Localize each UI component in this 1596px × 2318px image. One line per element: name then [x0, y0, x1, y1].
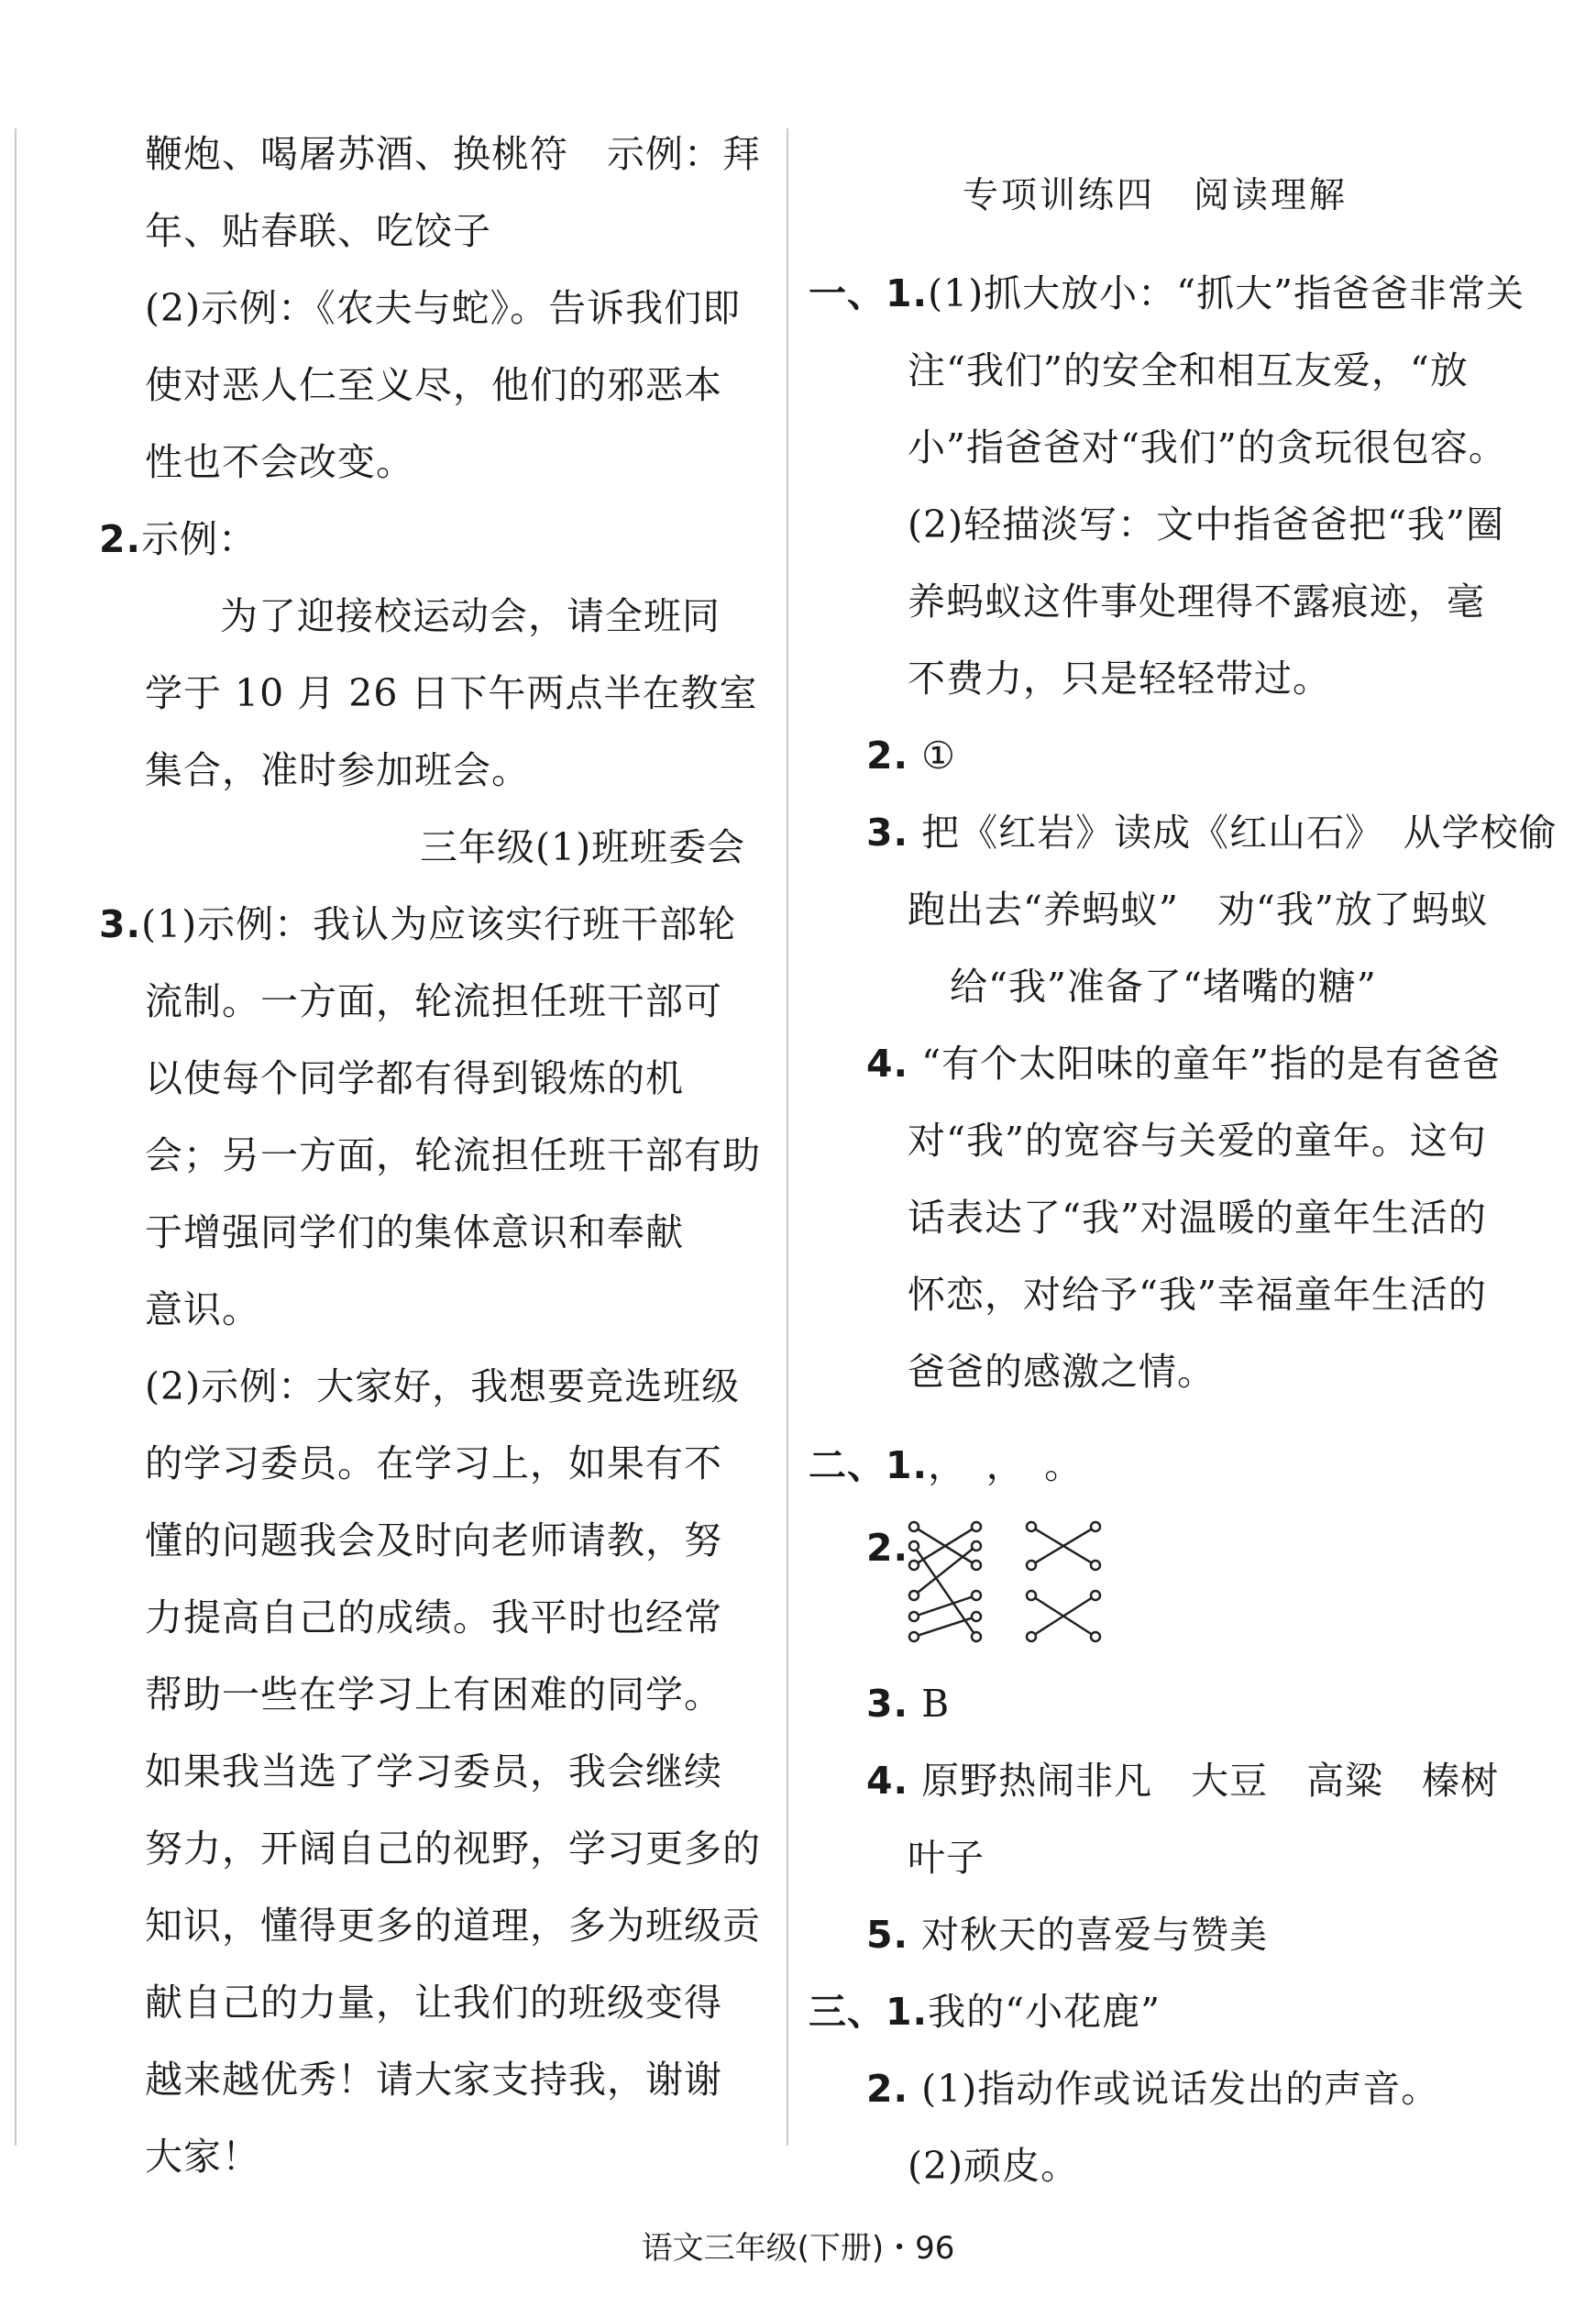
question-number: 5.: [866, 1913, 909, 1957]
question-number: 4.: [866, 1042, 909, 1086]
question-number: 4.: [866, 1759, 909, 1803]
right-q2: [866, 734, 956, 778]
left-line-12: 流制。一方面，轮流担任班干部可: [145, 979, 722, 1023]
left-margin-rule: [15, 128, 17, 2146]
right-line-2: 注“我们”的安全和相互友爱，“放: [908, 348, 1469, 392]
right-q3: [866, 811, 1557, 855]
page-footer: 语文三年级(下册)・96: [641, 2230, 955, 2267]
section-label: 三、1.: [809, 1990, 929, 2034]
answer-text: ①: [921, 734, 956, 778]
section-title: 专项训练四 阅读理解: [963, 175, 1348, 216]
left-line-25: 献自己的力量，让我们的班级变得: [145, 1981, 722, 2025]
right-line-15: 爸爸的感激之情。: [908, 1350, 1216, 1394]
right-section-3: [809, 1990, 1161, 2034]
answer-text: (1)抓大放小：“抓大”指爸爸非常关: [928, 271, 1525, 315]
column-divider: [787, 128, 788, 2146]
left-line-27: 大家！: [145, 2135, 260, 2179]
left-line-16: 意识。: [145, 1287, 260, 1331]
right-line-10: 给“我”准备了“堵嘴的糖”: [950, 965, 1377, 1009]
left-line-17: (2)示例：大家好，我想要竞选班级: [145, 1364, 741, 1408]
left-line-5: 性也不会改变。: [145, 440, 414, 484]
left-line-8: 学于 10 月 26 日下午两点半在教室: [145, 671, 758, 715]
answer-text: (1)指动作或说话发出的声音。: [921, 2067, 1440, 2111]
left-line-21: 帮助一些在学习上有困难的同学。: [145, 1672, 722, 1716]
question-text: (1)示例：我认为应该实行班干部轮: [141, 902, 737, 946]
left-line-24: 知识，懂得更多的道理，多为班级贡: [145, 1904, 761, 1948]
right-q4: [866, 1042, 1502, 1086]
left-q2: [99, 517, 258, 561]
left-line-9: 集合，准时参加班会。: [145, 748, 530, 792]
section-label: 一、1.: [809, 271, 929, 315]
left-line-1: 鞭炮、喝屠苏酒、换桃符 示例：拜: [145, 132, 761, 176]
left-line-19: 懂的问题我会及时向老师请教，努: [145, 1518, 722, 1562]
right-line-6: 不费力，只是轻轻带过。: [908, 657, 1331, 701]
right-s2-q5: [866, 1913, 1269, 1957]
right-section-2: [809, 1443, 1084, 1487]
left-line-3: (2)示例：《农夫与蛇》。告诉我们即: [145, 286, 742, 330]
matching-lines-diagram: [903, 1518, 1114, 1646]
left-line-22: 如果我当选了学习委员，我会继续: [145, 1750, 722, 1794]
question-number: 2.: [866, 1526, 909, 1570]
answer-text: B: [921, 1682, 951, 1726]
right-s3-q2: [866, 2067, 1440, 2111]
question-number: 3.: [866, 811, 909, 855]
answer-text: “有个太阳味的童年”指的是有爸爸: [921, 1042, 1502, 1086]
left-line-20: 力提高自己的成绩。我平时也经常: [145, 1595, 722, 1639]
answer-text: ， ， 。: [928, 1443, 1084, 1487]
right-line-3: 小”指爸爸对“我们”的贪玩很包容。: [908, 425, 1507, 469]
right-line-13: 话表达了“我”对温暖的童年生活的: [908, 1196, 1487, 1240]
left-line-15: 于增强同学们的集体意识和奉献: [145, 1210, 684, 1254]
answer-text: 我的“小花鹿”: [928, 1990, 1161, 2034]
right-line-9: 跑出去“养蚂蚁” 劝“我”放了蚂蚁: [908, 888, 1489, 932]
right-line-14: 怀恋，对给予“我”幸福童年生活的: [908, 1273, 1487, 1317]
left-line-14: 会；另一方面，轮流担任班干部有助: [145, 1133, 761, 1177]
left-line-23: 努力，开阔自己的视野，学习更多的: [145, 1827, 761, 1871]
answer-text: 对秋天的喜爱与赞美: [921, 1913, 1269, 1957]
left-line-7: 为了迎接校运动会，请全班同: [220, 594, 721, 638]
answer-text: 原野热闹非凡 大豆 高粱 榛树: [921, 1759, 1500, 1803]
right-line-5: 养蚂蚁这件事处理得不露痕迹，毫: [908, 580, 1485, 624]
left-line-13: 以使每个同学都有得到锻炼的机: [145, 1056, 684, 1100]
question-number: 2.: [99, 517, 142, 561]
question-number: 2.: [866, 2067, 909, 2111]
right-s2-q3: [866, 1682, 951, 1726]
left-line-10-signature: 三年级(1)班班委会: [420, 825, 746, 869]
right-section-1: [809, 271, 1525, 315]
left-line-26: 越来越优秀！请大家支持我，谢谢: [145, 2058, 722, 2102]
question-number: 2.: [866, 734, 909, 778]
right-line-25: (2)顽皮。: [908, 2144, 1080, 2188]
question-number: 3.: [866, 1682, 909, 1726]
left-line-18: 的学习委员。在学习上，如果有不: [145, 1441, 722, 1485]
right-line-21: 叶子: [908, 1836, 985, 1880]
right-line-12: 对“我”的宽容与关爱的童年。这句: [908, 1119, 1487, 1163]
left-line-4: 使对恶人仁至义尽，他们的邪恶本: [145, 363, 722, 407]
question-number: 3.: [99, 902, 142, 946]
right-s2-q4: [866, 1759, 1500, 1803]
question-text: 示例：: [141, 517, 258, 561]
left-line-2: 年、贴春联、吃饺子: [145, 209, 491, 253]
left-q3: [99, 902, 737, 946]
section-label: 二、1.: [809, 1443, 929, 1487]
answer-text: 把《红岩》读成《红山石》 从学校偷: [921, 811, 1557, 855]
right-line-4: (2)轻描淡写：文中指爸爸把“我”圈: [908, 502, 1504, 546]
